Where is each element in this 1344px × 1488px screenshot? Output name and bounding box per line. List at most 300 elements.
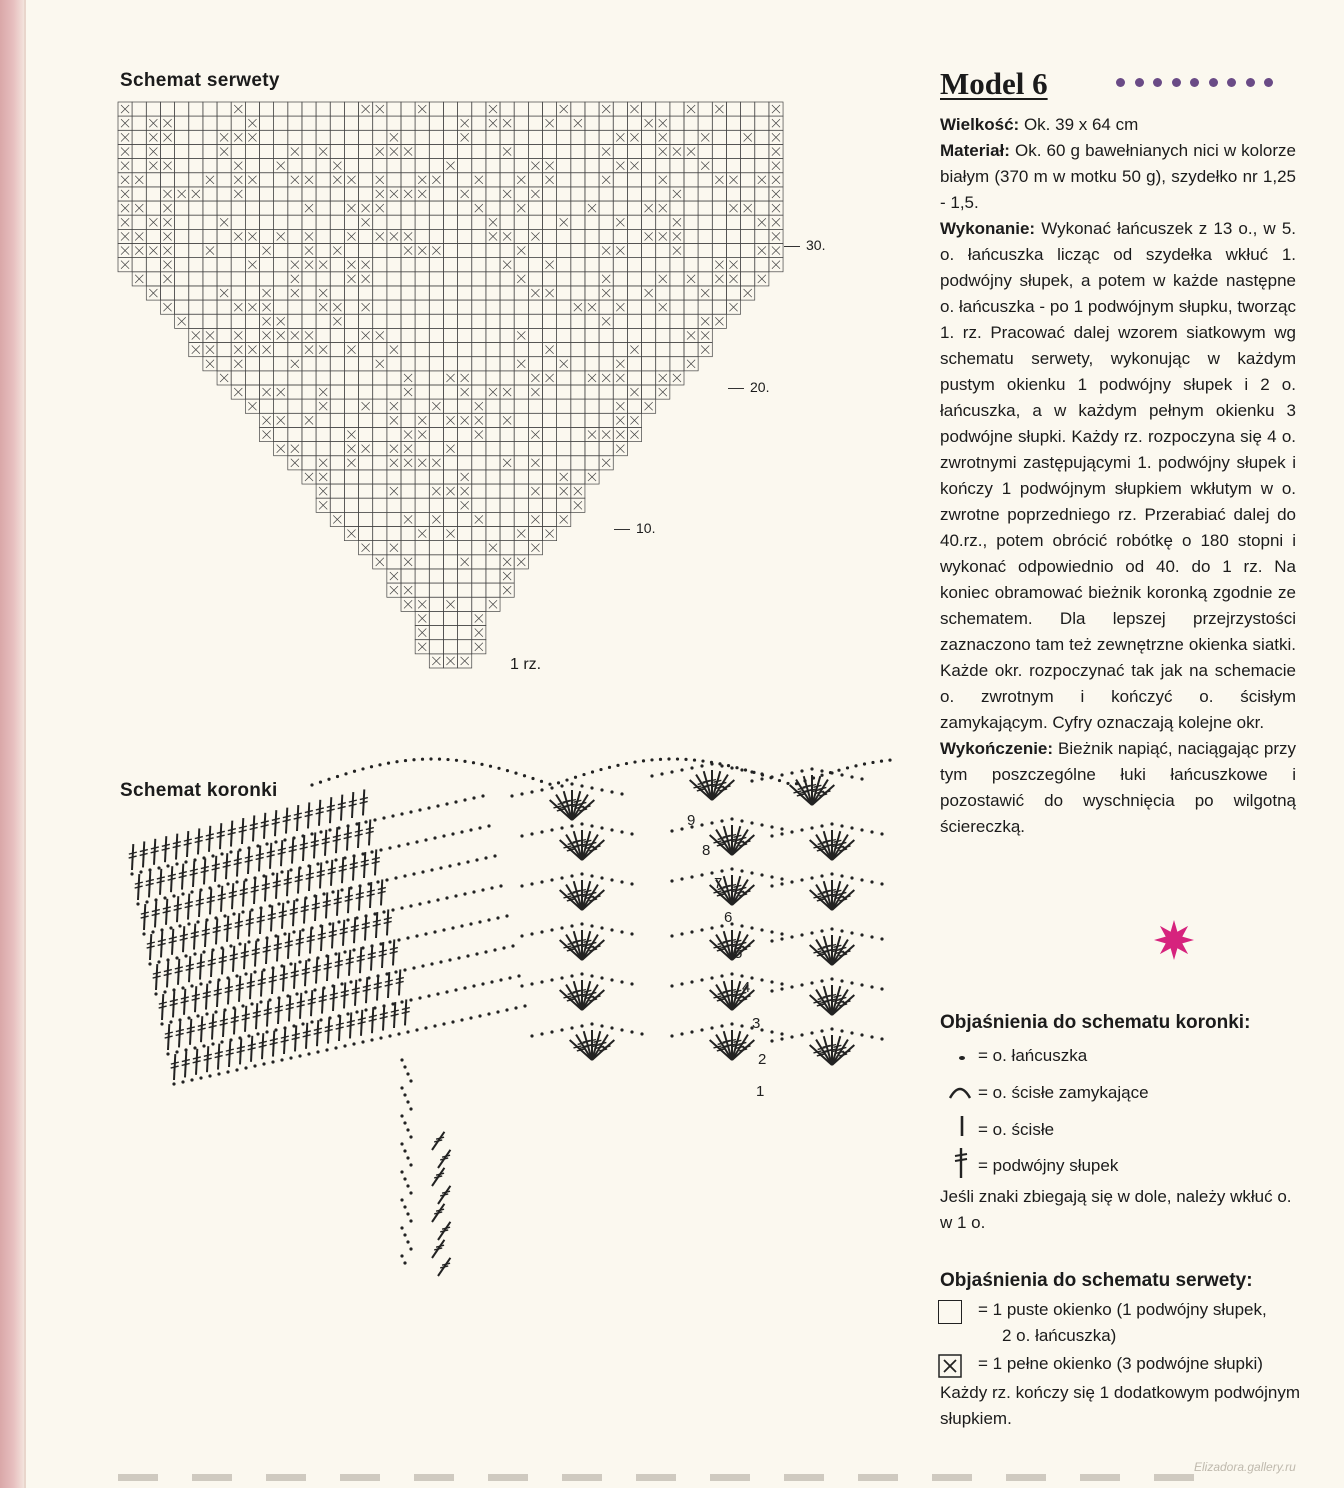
filet-cell [627, 144, 641, 158]
lace-stitch-bar [369, 1015, 377, 1017]
lace-stitch-bar [203, 996, 211, 998]
lace-chain [760, 1028, 763, 1031]
filet-cell [429, 541, 443, 555]
lace-chain [514, 772, 517, 775]
lace-stitch-bar [251, 886, 259, 888]
lace-chain [790, 935, 793, 938]
filet-cell [245, 102, 259, 116]
lace-stitch-bar [201, 870, 209, 872]
lace-chain [752, 771, 755, 774]
filet-cell [217, 272, 231, 286]
lace-stitch-bar [739, 1049, 747, 1051]
lace-stitch-bar [317, 871, 325, 873]
lace-chain [530, 932, 533, 935]
filet-cell [302, 314, 316, 328]
filet-cell [316, 201, 330, 215]
lace-chain [259, 1000, 262, 1003]
lace-stitch-bar [345, 895, 353, 897]
lace-stitch-bar [838, 947, 846, 949]
lace-stitch-bar [263, 946, 271, 948]
lace-chain [820, 769, 823, 772]
filet-cell [755, 258, 769, 272]
lace-chain [446, 758, 449, 761]
filet-cell [146, 258, 160, 272]
filet-cell [557, 427, 571, 441]
lace-stitch-bar [402, 1008, 410, 1010]
filet-cell [514, 314, 528, 328]
filet-cell [528, 399, 542, 413]
filet-cell [726, 215, 740, 229]
filet-cell [373, 427, 387, 441]
lace-chain [790, 985, 793, 988]
lace-chain [880, 987, 883, 990]
lace-chain [379, 848, 382, 851]
lace-chain [740, 819, 743, 822]
lace-chain [184, 954, 187, 957]
filet-cell [415, 201, 429, 215]
filet-cell [656, 159, 670, 173]
lace-chain [130, 872, 133, 875]
lace-chain [600, 826, 603, 829]
filet-cell [698, 144, 712, 158]
lace-stitch-bar [306, 873, 314, 875]
filet-cell [458, 597, 472, 611]
filet-cell [429, 343, 443, 357]
lace-stitch-bar [231, 1017, 239, 1019]
lace-chain [193, 952, 196, 955]
lace-chain [400, 1058, 403, 1061]
filet-cell [429, 357, 443, 371]
lace-chain [530, 1034, 533, 1037]
filet-cell [557, 300, 571, 314]
lace-chain [388, 940, 391, 943]
filet-cell [288, 130, 302, 144]
lace-stitch-bar [228, 829, 236, 831]
lace-stitch-bar [217, 835, 225, 837]
lace-chain [481, 888, 484, 891]
lace-chain [142, 932, 145, 935]
lace-chain [403, 1149, 406, 1152]
filet-cell [359, 244, 373, 258]
lace-chain [530, 832, 533, 835]
lace-chain [400, 1086, 403, 1089]
filet-cell [627, 399, 641, 413]
lace-chain [391, 814, 394, 817]
row-label-1: 1 rz. [510, 656, 542, 673]
lace-chain [770, 939, 773, 942]
filet-cell [486, 201, 500, 215]
lace-stitch-bar [838, 892, 846, 894]
filet-cell [330, 201, 344, 215]
filet-cell [627, 201, 641, 215]
lace-chain [600, 1024, 603, 1027]
lace-chain [406, 1212, 409, 1215]
lace-stitch-bar [589, 949, 597, 951]
filet-cell [175, 159, 189, 173]
filet-cell [486, 512, 500, 526]
filet-cell [429, 626, 443, 640]
lace-chain [327, 778, 330, 781]
lace-chain [870, 985, 873, 988]
filet-cell [260, 159, 274, 173]
lace-stitch-bar [196, 903, 204, 905]
filet-cell [585, 258, 599, 272]
filet-cell [755, 102, 769, 116]
slip-stitch-icon [946, 1082, 974, 1102]
lace-stitch-bar [195, 840, 203, 842]
lace-chain [497, 767, 500, 770]
filet-cell [274, 300, 288, 314]
lace-chain [740, 768, 743, 771]
filet-cell [260, 229, 274, 243]
filet-cell [670, 300, 684, 314]
filet-cell [302, 399, 316, 413]
filet-cell [486, 484, 500, 498]
lace-chain [840, 1029, 843, 1032]
filet-cell [486, 456, 500, 470]
filet-cell [401, 413, 415, 427]
filet-cell [443, 258, 457, 272]
lace-stitch-bar [436, 1173, 444, 1175]
lace-stitch-bar [204, 1054, 212, 1056]
lace-stitch-bar [347, 1024, 355, 1026]
lace-chain [820, 824, 823, 827]
filet-cell [514, 187, 528, 201]
lace-chain [316, 1050, 319, 1053]
filet-cell [684, 116, 698, 130]
filet-cell [472, 314, 486, 328]
filet-cell [260, 130, 274, 144]
lace-stitch-bar [278, 848, 286, 850]
filet-cell [500, 314, 514, 328]
lace-stitch-bar [341, 991, 349, 993]
lace-stitch-bar [225, 990, 233, 992]
filet-cell [557, 371, 571, 385]
lace-chain [289, 868, 292, 871]
lace-chain [730, 1022, 733, 1025]
filet-cell [528, 442, 542, 456]
filet-cell [698, 187, 712, 201]
lace-stitch-bar [329, 931, 337, 933]
lace-chain [630, 832, 633, 835]
filet-cell [528, 343, 542, 357]
lace-stitch-bar [175, 967, 183, 969]
filet-cell [316, 116, 330, 130]
lace-stitch-bar [308, 1002, 316, 1004]
lace-stitch-bar [718, 837, 726, 839]
filet-cell [274, 130, 288, 144]
filet-cell [274, 173, 288, 187]
round-number: 9 [687, 812, 696, 829]
lace-chain [810, 826, 813, 829]
lace-stitch-bar [384, 918, 392, 920]
filet-cell [472, 159, 486, 173]
filet-cell [528, 244, 542, 258]
lace-stitch-bar [190, 869, 198, 871]
lace-chain [496, 916, 499, 919]
filet-cell [260, 201, 274, 215]
filet-cell [684, 173, 698, 187]
lace-chain [400, 1170, 403, 1173]
lace-chain [790, 771, 793, 774]
filet-cell [755, 159, 769, 173]
lace-chain [850, 775, 853, 778]
lace-chain [274, 840, 277, 843]
filet-cell [627, 229, 641, 243]
lace-stitch-bar [303, 1035, 311, 1037]
lace-chain [570, 924, 573, 927]
filet-cell [401, 201, 415, 215]
model-title: Model 6 [940, 66, 1048, 101]
filet-cell [486, 173, 500, 187]
lace-stitch-bar [201, 867, 209, 869]
filet-cell [500, 470, 514, 484]
lace-chain [205, 1012, 208, 1015]
filet-cell [755, 116, 769, 130]
filet-cell [330, 498, 344, 512]
chart-title-koronka: Schemat koronki [120, 780, 278, 801]
filet-cell [571, 442, 585, 456]
filet-cell [288, 385, 302, 399]
lace-stitch-bar [328, 868, 336, 870]
filet-cell [528, 201, 542, 215]
filet-cell [712, 300, 726, 314]
lace-stitch-bar [307, 940, 315, 942]
filet-cell [189, 258, 203, 272]
filet-cell [642, 159, 656, 173]
lace-chain [599, 768, 602, 771]
filet-cell [344, 187, 358, 201]
filet-cell [260, 357, 274, 371]
filet-cell [514, 399, 528, 413]
lace-chain [640, 1032, 643, 1035]
filet-cell [387, 244, 401, 258]
filet-cell [698, 244, 712, 258]
lace-chain [690, 980, 693, 983]
filet-cell [726, 159, 740, 173]
filet-cell [274, 399, 288, 413]
filet-cell [557, 159, 571, 173]
lace-chain [247, 1034, 250, 1037]
lace-chain [670, 879, 673, 882]
lace-stitch-bar [193, 1061, 201, 1063]
lace-stitch-bar [283, 820, 291, 822]
lace-chain [463, 892, 466, 895]
lace-chain [780, 1037, 783, 1040]
lace-stitch-bar [182, 1060, 190, 1062]
lace-chain [139, 870, 142, 873]
filet-cell [344, 470, 358, 484]
page-spine-line [24, 0, 26, 1488]
filet-cell [642, 173, 656, 187]
filet-cell [132, 187, 146, 201]
filet-cell [571, 215, 585, 229]
lace-stitch-bar [356, 897, 364, 899]
filet-cell [401, 286, 415, 300]
lace-stitch-bar [202, 929, 210, 931]
lace-chain [403, 1261, 406, 1264]
lace-stitch-bar [208, 963, 216, 965]
filet-cell [514, 300, 528, 314]
lace-chain [770, 980, 773, 983]
instructions-label: Wykonanie: [940, 219, 1036, 238]
filet-cell [571, 258, 585, 272]
filet-cell [528, 173, 542, 187]
lace-chain [520, 934, 523, 937]
filet-cell [712, 215, 726, 229]
filet-cell [472, 597, 486, 611]
lace-chain [421, 870, 424, 873]
lace-chain [600, 926, 603, 929]
filet-cell [642, 187, 656, 201]
filet-cell [458, 527, 472, 541]
lace-stitch-bar [440, 1194, 448, 1196]
lace-chain [795, 782, 798, 785]
lace-chain [740, 869, 743, 872]
filet-cell [528, 413, 542, 427]
filet-cell [443, 399, 457, 413]
lace-chain [136, 902, 139, 905]
filet-cell [373, 300, 387, 314]
filet-cell [585, 357, 599, 371]
filet-cell [642, 130, 656, 144]
filet-cell [543, 413, 557, 427]
filet-cell [613, 229, 627, 243]
filet-cell [359, 357, 373, 371]
filet-cell [415, 569, 429, 583]
lace-chain [790, 830, 793, 833]
lace-stitch-bar [367, 894, 375, 896]
lace-chain [241, 1004, 244, 1007]
filet-cell [429, 442, 443, 456]
filet-cell [316, 130, 330, 144]
lace-chain [570, 782, 573, 785]
lace-chain [325, 1048, 328, 1051]
filet-cell [373, 541, 387, 555]
lace-stitch-bar [197, 966, 205, 968]
lace-chain [880, 1037, 883, 1040]
lace-chain [625, 762, 628, 765]
filet-cell [373, 215, 387, 229]
lace-chain [253, 970, 256, 973]
lace-stitch-bar [170, 1003, 178, 1005]
filet-cell [245, 244, 259, 258]
lace-chain [710, 821, 713, 824]
lace-stitch-bar [390, 948, 398, 950]
filet-cell [189, 229, 203, 243]
filet-cell [543, 229, 557, 243]
filet-cell [500, 371, 514, 385]
page-spine [0, 0, 24, 1488]
lace-chain [217, 1072, 220, 1075]
lace-stitch-bar [291, 971, 299, 973]
lace-chain [271, 1060, 274, 1063]
filet-cell [486, 427, 500, 441]
filet-cell [443, 328, 457, 342]
lace-stitch-bar [578, 802, 586, 804]
lace-stitch-bar [322, 838, 330, 840]
lace-stitch-bar [251, 890, 259, 892]
filet-cell [599, 130, 613, 144]
filet-cell [571, 286, 585, 300]
lace-chain [175, 862, 178, 865]
size-text: Ok. 39 x 64 cm [1019, 115, 1139, 134]
lace-stitch-bar [163, 911, 171, 913]
filet-cell [698, 215, 712, 229]
filet-cell [175, 229, 189, 243]
filet-cell [698, 201, 712, 215]
lace-chain [196, 920, 199, 923]
lace-chain [489, 765, 492, 768]
lace-chain [346, 918, 349, 921]
lace-chain [659, 758, 662, 761]
filet-cell [217, 300, 231, 314]
lace-chain [676, 757, 679, 760]
lace-chain [750, 821, 753, 824]
filet-cell [458, 640, 472, 654]
lace-stitch-bar [373, 920, 381, 922]
lace-chain [295, 898, 298, 901]
filet-cell [401, 215, 415, 229]
lace-stitch-bar [817, 1054, 825, 1056]
filet-cell [359, 527, 373, 541]
filet-cell [642, 314, 656, 328]
filet-cell [203, 116, 217, 130]
filet-cell [656, 286, 670, 300]
filet-cell [344, 215, 358, 229]
filet-cell [217, 201, 231, 215]
lace-stitch-bar [168, 878, 176, 880]
lace-chain [680, 768, 683, 771]
filet-cell [670, 130, 684, 144]
lace-stitch-bar [273, 881, 281, 883]
filet-cell [472, 498, 486, 512]
filet-cell [514, 385, 528, 399]
filet-cell [330, 144, 344, 158]
finishing-label: Wykończenie: [940, 739, 1054, 758]
filet-cell [344, 159, 358, 173]
lace-stitch-bar [717, 844, 725, 846]
lace-chain [400, 1114, 403, 1117]
filet-cell [288, 399, 302, 413]
lace-stitch-bar [358, 1018, 366, 1020]
lace-chain [193, 1046, 196, 1049]
filet-cell [288, 102, 302, 116]
filet-cell [599, 201, 613, 215]
filet-cell [472, 343, 486, 357]
lace-chain [557, 781, 560, 784]
filet-cell [528, 130, 542, 144]
filet-cell [557, 442, 571, 456]
lace-stitch-bar [839, 899, 847, 901]
lace-chain [154, 992, 157, 995]
lace-chain [184, 860, 187, 863]
lace-stitch-bar [267, 851, 275, 853]
filet-cell [486, 258, 500, 272]
filet-cell [330, 102, 344, 116]
filet-cell [302, 442, 316, 456]
lace-chain [770, 884, 773, 887]
lace-stitch-bar [181, 997, 189, 999]
lace-stitch-bar [280, 977, 288, 979]
lace-stitch-bar [292, 1034, 300, 1036]
instructions-text: Wykonać łańcuszek z 13 o., w 5. o. łańcuszka licząc od szydełka wkłuć 1. podwójny słupek, a potem w każde następne o. łańcuszka - po 1 podwójnym słupku, tworząc 1. rz. Pracować dalej wzorem siatkowym wg schematu serwety, wykonując w każdym pustym okienku 1 podwójny słupek i 2 o. łańcuszka, a w każdym pełnym okienku 3 podwójne słupki. Każdy rz. rozpoczyna się 4 o. zwrotnymi zastępującymi 1. podwójny słupek i kończy 1 podwójnym słupkiem wkłutym w o. zwrotne poprzedniego rz. Przerabiać dalej do 40.rz., potem obrócić robótkę o 180 stopni i wykonać odpowiednio od 40. do 1 rz. Na koniec obramować bieżnik koronką zgodnie ze schematem. Dla lepszej przejrzystości zaznaczono tam też zewnętrzne okienka siatki. Każde okr. rozpoczynać tak jak na schemacie o. zwrotnym i kończyć o. ścisłym zamykającym. Cyfry oznaczają kolejne okr. [940, 219, 1296, 732]
filet-cell [472, 244, 486, 258]
filet-cell [344, 385, 358, 399]
filet-cell [656, 357, 670, 371]
filet-cell [514, 116, 528, 130]
lace-stitch-bar [219, 960, 227, 962]
